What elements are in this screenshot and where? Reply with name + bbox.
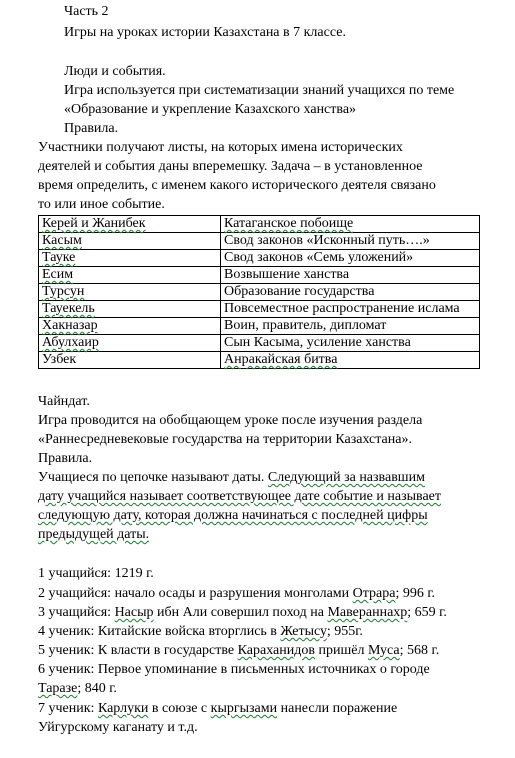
table-cell-event: Повсеместное распространение ислама [221, 301, 480, 318]
game2-desc-line1: Игра проводится на обобщающем уроке после изучения раздела [38, 413, 423, 428]
table-cell-event: Воин, правитель, дипломат [221, 318, 480, 335]
table-row [39, 335, 480, 352]
table-cell-figure: Есим [39, 267, 221, 284]
table-row [39, 301, 480, 318]
table-cell-figure: Узбек [39, 352, 221, 369]
table-cell-event: Свод законов «Исконный путь….» [221, 233, 480, 250]
chain-step-2: 2 учащийся: начало осады и разрушения монголами Отрара; 996 г. [38, 586, 436, 601]
chain-step-5: 5 ученик: К власти в государстве Караханидов пришёл Муса; 568 г. [38, 643, 440, 658]
table-cell-figure: Тауке [39, 250, 221, 267]
game2-rules-label: Правила. [38, 451, 93, 466]
chain-step-3: 3 учащийся: Насыр ибн Али совершил поход на Мавераннахр; 659 г. [38, 605, 447, 620]
table-row [39, 284, 480, 301]
table-cell-event: Образование государства [221, 284, 480, 301]
table-row [39, 267, 480, 284]
chain-step-7: 7 ученик: Карлуки в союзе с кыргызами нанесли поражение [38, 701, 398, 716]
game1-rules-line: Участники получают листы, на которых имена исторических [38, 140, 403, 155]
table-cell-event: Свод законов «Семь уложений» [221, 250, 480, 267]
table-cell-figure: Хакназар [39, 318, 221, 335]
table-row [39, 216, 480, 233]
table-cell-event: Катаганское побоище [221, 216, 480, 233]
table-cell-event: Сын Касыма, усиление ханства [221, 335, 480, 352]
game1-rules-line: деятелей и события даны вперемешку. Задача – в установленное [38, 159, 423, 174]
game2-rules-line3: следующую дату, которая должна начинаться с последней цифры [38, 508, 428, 523]
table-cell-figure: Касым [39, 233, 221, 250]
table-cell-figure: Абулхаир [39, 335, 221, 352]
game1-title: Люди и события. [64, 64, 166, 79]
chain-step-1: 1 учащийся: 1219 г. [38, 566, 154, 581]
table-cell-figure: Тауекель [39, 301, 221, 318]
table-row [39, 250, 480, 267]
game2-rules-line4: предыдущей даты. [38, 527, 150, 542]
game2-desc-line2: «Раннесредневековые государства на территории Казахстана». [38, 432, 412, 447]
table-cell-figure: Турсун [39, 284, 221, 301]
chain-step-4: 4 ученик: Китайские войска вторглись в Жетысу; 955г. [38, 624, 363, 639]
game2-rules-line2: дату учащийся называет соответствующее дате событие и называет [38, 489, 441, 504]
table-row [39, 233, 480, 250]
game1-desc-line1: Игра используется при систематизации знаний учащихся по теме [64, 83, 455, 98]
game2-title: Чайндат. [38, 394, 90, 409]
figures-events-table [38, 215, 480, 369]
subtitle: Игры на уроках истории Казахстана в 7 классе. [64, 25, 346, 40]
game1-rules-label: Правила. [64, 121, 119, 136]
table-cell-figure: Керей и Жанибек [39, 216, 221, 233]
chain-step-6-cont: Таразе; 840 г. [38, 681, 117, 696]
table-cell-event: Анракайская битва [221, 352, 480, 369]
table-row [39, 352, 480, 369]
table-cell-event: Возвышение ханства [221, 267, 480, 284]
game1-rules-line: время определить, с именем какого исторического деятеля связано [38, 178, 436, 193]
chain-step-7-cont: Уйгурскому каганату и т.д. [38, 720, 198, 735]
game2-rules-line1: Учащиеся по цепочке называют даты. Следующий за назвавшим [38, 470, 425, 485]
game1-rules-line: то или иное событие. [38, 197, 165, 212]
table-row [39, 318, 480, 335]
part-title: Часть 2 [64, 4, 109, 19]
game1-desc-line2: «Образование и укрепление Казахского ханства» [64, 102, 357, 117]
chain-step-6: 6 ученик: Первое упоминание в письменных источниках о городе [38, 662, 430, 677]
